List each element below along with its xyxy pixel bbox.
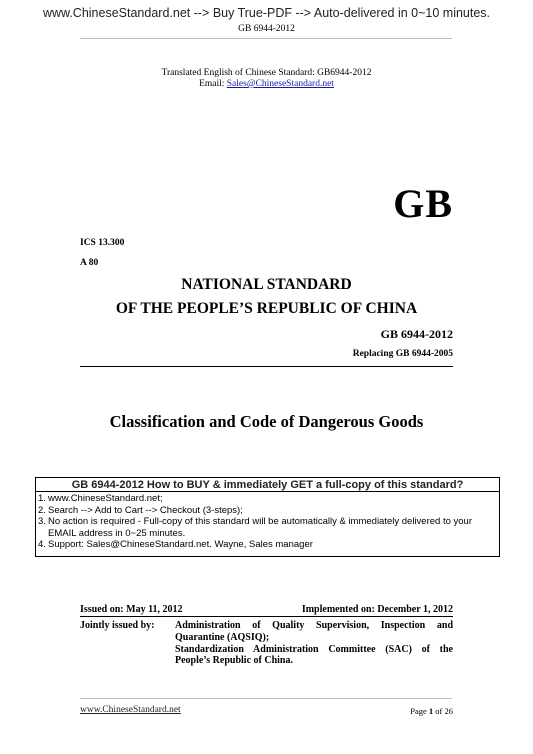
buy-box-title: GB 6944-2012 How to BUY & immediately GET a full-copy of this standard? [36,478,499,492]
title-divider [80,366,453,367]
issued-date: Issued on: May 11, 2012 [80,604,183,615]
footer-website-link[interactable]: www.ChineseStandard.net [80,705,181,715]
header-divider [80,38,452,39]
page-number: 1 [428,706,434,716]
buy-step [38,539,499,551]
issuers-list [175,620,453,667]
buy-step [38,516,499,539]
page-label: Page [410,706,429,716]
ics-code: ICS 13.300 [80,238,125,248]
step-number: 1. [38,493,46,504]
step-number: 4. [38,539,46,551]
category-code: A 80 [80,258,99,268]
buy-step [38,505,499,517]
dates-divider [80,616,453,617]
document-title: Classification and Code of Dangerous Goods [109,412,424,431]
step-text: Support: Sales@ChineseStandard.net. Wayne, Sales manager [48,539,313,551]
step-number: 2. [38,504,46,516]
footer-divider [80,698,452,699]
buy-step [38,493,499,505]
issuer-sac: Standardization Administration Committee (SAC) of the People’s Republic of China. [175,643,453,667]
step-text: No action is required - Full-copy of this standard will be automatically & immediately delivered to your EMAIL address in 0~25 minutes. [48,516,472,539]
top-banner[interactable]: www.ChineseStandard.net --> Buy True-PDF --> Auto-delivered in 0~10 minutes. [42,6,491,20]
step-number: 3. [38,516,46,528]
standard-number: GB 6944-2012 [380,327,453,341]
step-text[interactable]: www.ChineseStandard.net; [48,493,163,504]
buy-steps-list [36,492,499,551]
email-row [0,79,533,90]
issuer-aqsiq: Administration of Quality Supervision, Inspection and Quarantine (AQSIQ); [175,620,453,643]
gb-mark: GB [393,181,453,226]
replacing-note: Replacing GB 6944-2005 [352,349,453,359]
page-indicator [410,706,453,716]
step-text: Search --> Add to Cart --> Checkout (3-steps); [48,504,243,516]
implemented-date: Implemented on: December 1, 2012 [301,604,453,615]
translated-notice: Translated English of Chinese Standard: GB6944-2012 [161,68,372,78]
buy-info-box [35,477,500,557]
page-total: of 26 [433,706,453,716]
standard-title-line2: OF THE PEOPLE’S REPUBLIC OF CHINA [115,300,418,317]
email-link[interactable]: Sales@ChineseStandard.net [226,79,334,89]
jointly-issued-label: Jointly issued by: [80,620,155,631]
header-standard-code: GB 6944-2012 [238,24,295,34]
email-label: Email: [199,79,227,89]
standard-title-line1: NATIONAL STANDARD [181,276,352,293]
